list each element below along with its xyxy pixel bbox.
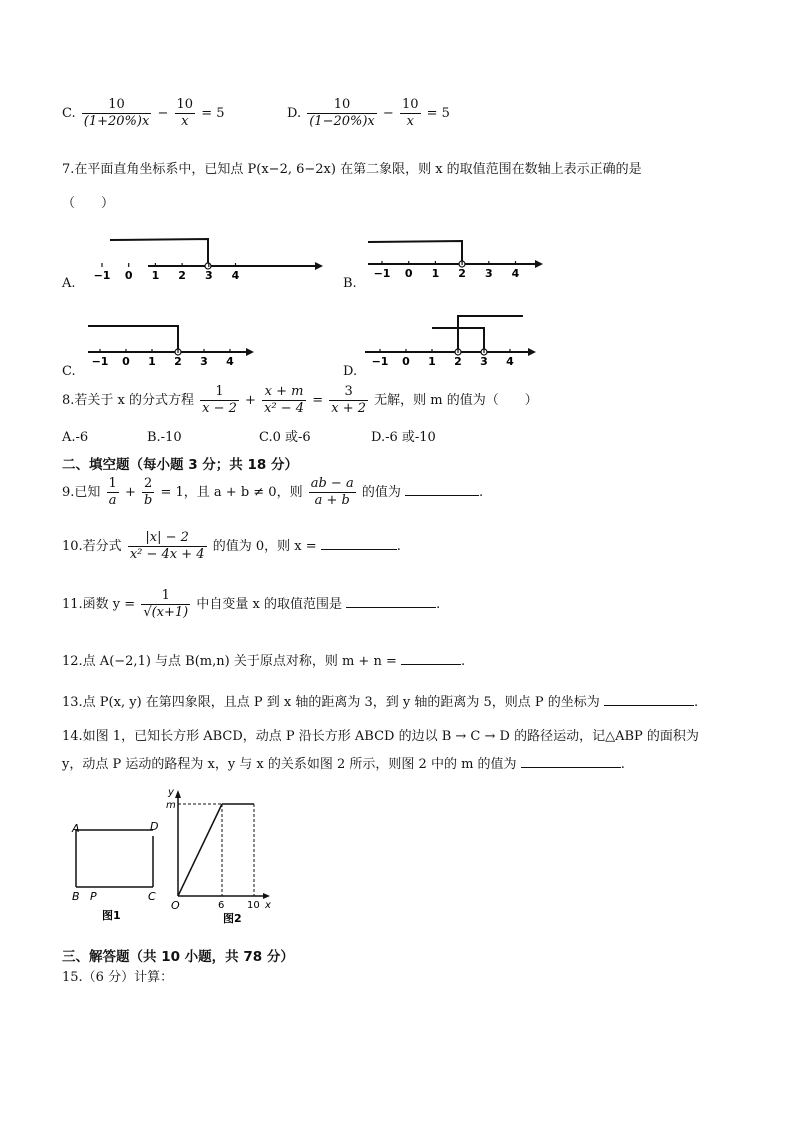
- fig2-origin: O: [171, 899, 180, 912]
- tick-label: 0: [122, 355, 130, 368]
- period: .: [479, 485, 484, 500]
- numberline-a: [110, 239, 323, 270]
- q8-text: [62, 384, 538, 417]
- tick-label: −1: [91, 355, 109, 368]
- fraction-numerator: 3: [329, 384, 368, 401]
- minus-sign: −: [382, 106, 394, 121]
- fraction-denominator: x − 2: [202, 401, 237, 416]
- tick-label: 4: [231, 269, 240, 282]
- tick-label: 4: [511, 267, 520, 280]
- fig2-tick-6: 6: [218, 900, 225, 911]
- q8-suffix: 无解，则 m 的值为（ ）: [374, 393, 538, 408]
- q13-body: 13.点 P(x, y) 在第四象限，且点 P 到 x 轴的距离为 3，到 y 轴的距离为 5，则点 P 的坐标为: [62, 695, 600, 710]
- q9-text: [62, 476, 483, 509]
- q6-option-c: [62, 97, 224, 130]
- tick-label: −1: [371, 355, 389, 368]
- fig2-m-label: m: [166, 800, 176, 811]
- fraction-denominator: x² − 4: [264, 401, 305, 416]
- q10-prefix: 10.若分式: [62, 539, 122, 554]
- section-solutions-title: 三、解答题（共 10 小题，共 78 分）: [62, 949, 294, 965]
- tick-label: 1: [431, 267, 440, 280]
- tick-label: 2: [458, 267, 466, 280]
- q14-line1: 14.如图 1，已知长方形 ABCD，动点 P 沿长方形 ABCD 的边以 B → C → D 的路径运动，记△ABP 的面积为: [62, 729, 699, 744]
- equation-rhs: = 5: [426, 106, 450, 121]
- minus-sign: −: [157, 106, 169, 121]
- q9-prefix: 9.已知: [62, 485, 101, 500]
- answer-blank[interactable]: [401, 652, 461, 665]
- q10-text: [62, 530, 401, 563]
- answer-blank[interactable]: [321, 537, 397, 550]
- q11-text: [62, 588, 440, 621]
- tick-label: 0: [402, 355, 410, 368]
- tick-label: 4: [506, 355, 514, 368]
- period: .: [693, 695, 699, 710]
- tick-label: 0: [404, 267, 413, 280]
- q9-suffix: 的值为: [361, 485, 401, 500]
- q7-label-b: B.: [343, 276, 357, 291]
- fraction-numerator: 2: [142, 476, 154, 493]
- fig1-caption: 图1: [102, 909, 121, 922]
- equation-rhs: = 5: [201, 106, 225, 121]
- fraction-numerator: x + m: [262, 384, 306, 401]
- tick-label: 2: [178, 269, 186, 282]
- fraction-numerator: 1: [200, 384, 239, 401]
- period: .: [461, 654, 466, 669]
- q11-suffix: 中自变量 x 的取值范围是: [196, 597, 343, 612]
- q14-body: y，动点 P 运动的路程为 x，y 与 x 的关系如图 2 所示，则图 2 中的 m 的值为: [62, 757, 517, 772]
- tick-label: 4: [226, 355, 234, 368]
- fraction-denominator: (1−20%)x: [309, 114, 375, 129]
- tick-label: 2: [174, 355, 182, 368]
- fraction-numerator: ab − a: [310, 476, 354, 491]
- plus-sign: +: [124, 485, 136, 500]
- fraction-numerator: 10: [176, 97, 194, 112]
- fraction-denominator: √(x+1): [143, 605, 189, 620]
- equals-sign: =: [312, 393, 324, 408]
- q7-label-d: D.: [343, 364, 358, 379]
- fraction-numerator: 10: [307, 97, 377, 114]
- fig1-vertex-a: A: [72, 822, 80, 835]
- numberline-b: [368, 241, 543, 268]
- q7-answer-paren: （ ）: [62, 196, 115, 211]
- fig2-axis-y: y: [168, 787, 174, 798]
- fraction-numerator: |x| − 2: [128, 530, 207, 547]
- q14-line2: [62, 755, 625, 773]
- fraction-numerator: 1: [108, 476, 117, 491]
- q8-option-d: D.-6 或-10: [371, 430, 436, 445]
- option-label: D.: [287, 106, 302, 121]
- tick-label: −1: [373, 267, 391, 280]
- q12-body: 12.点 A(−2,1) 与点 B(m,n) 关于原点对称，则 m + n =: [62, 654, 397, 669]
- q8-option-b: B.-10: [147, 430, 182, 445]
- q14-figures: [60, 786, 290, 932]
- answer-blank[interactable]: [346, 595, 436, 608]
- fraction-denominator: x + 2: [331, 401, 367, 416]
- tick-label: 1: [428, 355, 436, 368]
- fraction-denominator: b: [144, 493, 153, 508]
- answer-blank[interactable]: [521, 755, 621, 768]
- fraction-denominator: (1+20%)x: [83, 114, 150, 129]
- q11-prefix: 11.函数 y =: [62, 597, 136, 612]
- q7-text: 7.在平面直角坐标系中，已知点 P(x−2, 6−2x) 在第二象限，则 x 的取值范围在数轴上表示正确的是: [62, 162, 642, 177]
- q12-text: [62, 652, 465, 670]
- answer-blank[interactable]: [405, 483, 479, 496]
- figure-2-graph: [166, 787, 271, 925]
- tick-label: 3: [480, 355, 488, 368]
- answer-blank[interactable]: [604, 693, 694, 706]
- tick-label: 1: [151, 269, 160, 282]
- q8-option-c: C.0 或-6: [259, 430, 311, 445]
- tick-label: 3: [204, 269, 213, 282]
- fig1-vertex-d: D: [150, 820, 159, 833]
- figure-1-rectangle: [71, 820, 158, 922]
- option-label: C.: [62, 106, 76, 121]
- q6-option-d: [287, 97, 450, 130]
- fraction-numerator: 10: [401, 97, 419, 112]
- period: .: [620, 757, 625, 772]
- q8-option-a: A.-6: [62, 430, 89, 445]
- tick-label: 1: [148, 355, 156, 368]
- plus-sign: +: [245, 393, 256, 408]
- tick-label: 2: [454, 355, 462, 368]
- period: .: [396, 539, 401, 554]
- q10-suffix: 的值为 0，则 x =: [212, 539, 317, 554]
- fraction-denominator: a + b: [314, 493, 350, 508]
- q7-label-a: A.: [62, 276, 76, 291]
- q9-condition: = 1，且 a + b ≠ 0，则: [160, 485, 303, 500]
- fig2-tick-10: 10: [247, 900, 260, 911]
- fraction-denominator: a: [108, 493, 117, 508]
- fig1-vertex-b: B: [72, 890, 80, 903]
- fraction-denominator: x: [406, 114, 414, 129]
- q15-text: 15.（6 分）计算：: [62, 970, 174, 985]
- numberline-c: [88, 326, 254, 356]
- q7-number-lines: [60, 228, 780, 388]
- fig2-axis-x: x: [265, 900, 271, 911]
- fraction-denominator: x² − 4x + 4: [129, 547, 205, 562]
- q13-text: [62, 693, 698, 711]
- fig1-point-p: P: [90, 890, 97, 903]
- tick-label: −1: [93, 269, 111, 282]
- fig1-vertex-c: C: [148, 890, 156, 903]
- fraction-numerator: 10: [82, 97, 152, 114]
- q8-prefix: 8.若关于 x 的分式方程: [62, 393, 194, 408]
- tick-label: 0: [124, 269, 133, 282]
- tick-label: 3: [200, 355, 208, 368]
- fraction-denominator: x: [181, 114, 189, 129]
- section-fill-in-title: 二、填空题（每小题 3 分；共 18 分）: [62, 457, 298, 473]
- period: .: [436, 597, 441, 612]
- fig2-caption: 图2: [223, 912, 242, 925]
- tick-label: 3: [484, 267, 493, 280]
- fraction-numerator: 1: [141, 588, 190, 605]
- q7-label-c: C.: [62, 364, 76, 379]
